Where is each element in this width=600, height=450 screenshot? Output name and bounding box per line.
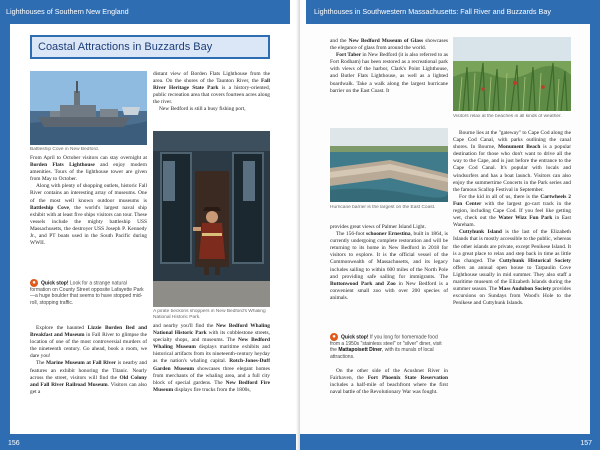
battleship-cove-photo: [30, 71, 147, 145]
section-title: Coastal Attractions in Buzzards Bay: [30, 35, 270, 59]
bold-run: Mass Audubon Society: [498, 286, 552, 293]
bold-run: Rotch-Jones-Duff Garden Museum: [153, 358, 270, 372]
footer-bar-right: [300, 434, 600, 450]
bold-run: Fort Taber: [336, 52, 362, 59]
right-column-2-text: [453, 130, 571, 430]
tip-text: , with its murals of local attractions.: [330, 347, 434, 360]
paragraph: [153, 71, 270, 106]
page-number-left: 156: [8, 440, 20, 447]
left-column-2-text: [153, 71, 270, 129]
text-run: Explore the haunted: [36, 325, 88, 331]
text-run: is a history-oriented, public recreation area that covers fourteen acres along the river.: [153, 85, 270, 106]
quick-stop-tip-2: [330, 333, 448, 363]
right-column-1-end-text: [330, 368, 448, 430]
text-run: On the other side of the Acushnet River in Fairhaven, the: [330, 368, 448, 382]
paragraph: [330, 38, 448, 52]
paragraph: [153, 106, 270, 113]
bold-run: New Bedford Whaling Museum: [153, 337, 270, 351]
running-head-left: Lighthouses of Southern New England: [0, 0, 290, 24]
bold-run: Old Colony and Fall River Railroad Museum: [30, 374, 147, 388]
bold-run: Water Wizz Fun Park: [498, 215, 553, 222]
paragraph: [453, 130, 571, 194]
bold-run: Cartwheels 2 Fun Center: [453, 193, 571, 207]
text-run: is a popular destination for those who don't want to drive all the way to the Cape, and is just before the entrance to the Cape Cod Canal. It's popular with locals and windsurfers and has a boat launch. Visitors can also enjoy the summertime Concerts in the Park series and the famous Scallop Festival in September.: [453, 144, 571, 193]
text-run: in Fall River to glimpse the location of one of the most controversial murders of the nineteenth century. Go ahead, book a room, we dare you!: [30, 332, 147, 360]
store-photo-caption: A pirate beckons shoppers in New Bedford's Whaling National Historic Park.: [153, 309, 266, 320]
bold-run: Cuttyhunk Island: [459, 229, 502, 236]
bold-run: Cuttyhunk Historical Society: [499, 257, 571, 264]
text-run: with its cobblestone streets, specialty shops, and museums. The: [153, 330, 270, 344]
storefront-pirate-photo: [153, 131, 270, 307]
bold-run: New Bedford Museum of Glass: [348, 38, 424, 44]
bold-run: Battleship Cove: [30, 204, 69, 211]
text-run: offers an annual open house to Tarpaulin Cove Lighthouse usually in mid summer. They also staff a maritime museum of the Elizabeth Islands during the summer season. The: [453, 264, 571, 293]
text-run: includes a half-mile of beachfront where the first naval battle of the Revolutionary War was fought.: [330, 382, 448, 396]
text-run: For the kid in all of us, there is the: [459, 193, 541, 200]
bold-run: Marine Museum at Fall River: [46, 360, 117, 367]
paragraph: [30, 360, 147, 395]
paragraph: [330, 52, 448, 95]
hurricane-barrier-photo: [330, 128, 448, 202]
text-run: The 156-foot: [336, 231, 367, 238]
tip-text: If you long for homemade food from a 1950s "stainless steel" or "silver" diner, visit the: [330, 334, 442, 354]
left-column-1-bottom-text: [30, 325, 147, 429]
bold-run: Borden Flats Lighthouse: [30, 162, 95, 169]
paragraph: [330, 231, 448, 302]
beach-grass-photo: [453, 37, 571, 111]
left-column-2-bottom-text: [153, 323, 270, 429]
pin-icon: ●: [330, 333, 338, 341]
pin-icon: ●: [30, 279, 38, 287]
text-run: Along with plenty of shopping outlets, historic Fall River contains an interesting array of museums. One of the most well known outdoor museums is: [30, 183, 147, 204]
page-number-right: 157: [580, 440, 592, 447]
text-run: in New Bedford (it is also referred to as Fort Rodham) has been restored as a recreational park with views of the harbor, Clark's Point Lighthouse, and Butler Flats Lighthouse, as well as a lighted boardwalk. Take a walk along the largest hurricane barrier on the East Coast. It: [330, 52, 448, 94]
tip-label: Quick stop!: [41, 280, 69, 287]
text-run: in New Bedford is a convenient small zoo with over 200 species of animals.: [330, 280, 448, 301]
tip-text: Look for a strange natural formation on County Street opposite Lafayette Park—a huge boulder that seems to have stopped mid-roll, stopping traffic.: [30, 280, 144, 306]
paragraph: [330, 368, 448, 396]
text-run: is nearby and features an exhibit honoring the Titanic. Nearly across the street, visitors will find the: [30, 360, 147, 381]
text-run: From April to October visitors can stay overnight at: [30, 155, 147, 161]
tip-bold: Mattapoisett Diner: [338, 347, 382, 354]
paragraph: [30, 155, 147, 183]
right-column-1-text: [330, 38, 448, 124]
text-run: The: [36, 360, 47, 367]
paragraph: [30, 183, 147, 247]
right-column-1-middle-text: [330, 224, 448, 330]
text-run: displays fire trucks from the 1800s,: [173, 386, 251, 393]
text-run: . Visitors can also get a: [30, 381, 147, 395]
text-run: in East Wareham.: [453, 215, 571, 229]
right-page: [300, 0, 600, 450]
left-column-1-text: [30, 155, 147, 273]
text-run: and the: [330, 38, 349, 44]
right-page-edge: [590, 0, 600, 450]
running-head-right: Lighthouses in Southwestern Massachusetts: Fall River and Buzzards Bay: [306, 0, 600, 24]
bold-run: New Bedford Whaling National Historic Park: [153, 323, 270, 337]
tip-label: Quick stop!: [341, 334, 369, 341]
text-run: is the last of the Elizabeth Islands that is mostly accessible to the public, whereas the other islands are private, except Penikese Island. It is a great place to relax and step back in time as little has changed. The: [453, 229, 571, 264]
footer-bar-left: [0, 434, 300, 450]
text-run: and enjoy modern amenities. Tours of the lighthouse tower are given from May to October.: [30, 162, 147, 183]
bold-run: Monument Beach: [498, 144, 541, 151]
grass-photo-caption: Visitors relax at the beaches in all kinds of weather.: [453, 114, 562, 119]
text-run: provides great views of Palmer Island Light.: [330, 224, 426, 230]
text-run: provides excursions on Sundays from Wood's Hole to the Penikese and Cuttyhunk Islands.: [453, 286, 571, 307]
bold-run: Buttonwood Park and Zoo: [330, 280, 396, 287]
paragraph: [453, 229, 571, 307]
text-run: New Bedford is still a busy fishing port,: [159, 106, 246, 113]
text-run: showcases three elegant homes from merchants of the whaling area, and a full city block of special gardens. The: [153, 365, 270, 386]
paragraph: [453, 194, 571, 229]
barrier-photo-caption: Hurricane barrier is the largest on the East Coast.: [330, 205, 436, 210]
bold-run: Fort Phoenix State Reservation: [367, 375, 448, 382]
bold-run: Lizzie Borden Bed and Breakfast and Museum: [30, 325, 147, 339]
text-run: and nearby you'll find the: [153, 323, 216, 329]
text-run: distant view of Borden Flats Lighthouse from the area. On the shores of the Taunton River, the: [153, 71, 270, 85]
text-run: , built in 1864, is currently undergoing complete restoration and will be returning to its home in New Bedford in 2018 for visitors to explore. It is the official vessel of the Commonwealth of Massachusetts, and its legacy includes sailing to within 600 miles of the North Pole and providing safe sailing for immigrants. The: [330, 231, 448, 280]
battleship-photo-caption: Battleship Cove in New Bedford.: [30, 147, 100, 152]
text-run: , the world's largest naval ship exhibit with at least five ships visitors can tour. These vessels include the mighty battleship USS Massachusetts, the destroyer USS Joseph P. Kennedy Jr., and PT boats used in the South Pacific during WWII.: [30, 204, 147, 247]
bold-run: schooner Ernestina: [366, 231, 411, 238]
bold-run: New Bedford Fire Museum: [153, 379, 270, 393]
bold-run: Fall River Heritage State Park: [153, 78, 270, 92]
text-run: showcases the elegance of glass from around the world.: [330, 38, 448, 52]
paragraph: [30, 325, 147, 360]
quick-stop-tip: [30, 279, 147, 317]
text-run: Bourne lies at the "gateway" to Cape Cod along the Cape Cod Canal, with parks outlining the canal shores. In Bourne,: [453, 130, 571, 151]
left-page-edge: [0, 0, 10, 450]
paragraph: [153, 323, 270, 394]
text-run: displays maritime exhibits and historical artifacts from its nineteenth-century heyday as the nation's whaling capital.: [153, 344, 270, 365]
text-run: with the largest go-cart track in the region, including Cape Cod. If you feel like getting wet, check out the: [453, 200, 571, 222]
